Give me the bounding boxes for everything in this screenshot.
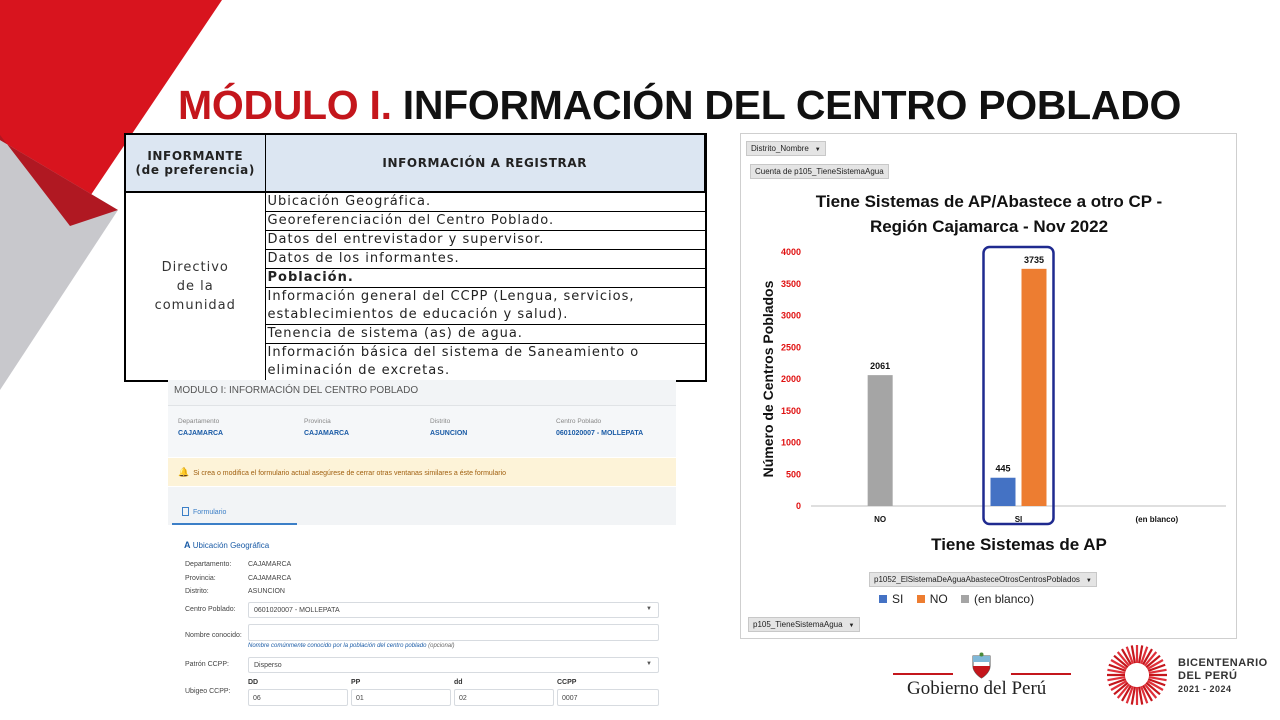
filter-tiene[interactable]: p105_TieneSistemaAgua ▼ xyxy=(748,617,860,632)
gobierno-logo xyxy=(893,652,1071,702)
dropdown-icon: ▼ xyxy=(1085,578,1092,584)
y-tick-label: 3000 xyxy=(780,310,801,321)
coat-of-arms-icon xyxy=(969,652,994,680)
header-informante: INFORMANTE (de preferencia) xyxy=(126,135,265,192)
x-tick-label: SI xyxy=(1014,515,1023,524)
chart-legend xyxy=(879,592,1044,606)
title-module: MÓDULO I. xyxy=(178,82,392,128)
x-tick-label: (en blanco) xyxy=(1135,515,1179,524)
value-provincia: CAJAMARCA xyxy=(248,575,292,582)
bar-chart xyxy=(741,134,1238,640)
bell-icon: 🔔 xyxy=(178,467,190,477)
section-title: A Ubicación Geográfica xyxy=(184,540,270,550)
ubigeo-pp-input[interactable]: 01 xyxy=(351,689,451,706)
ubigeo-pp-label: PP xyxy=(351,679,361,686)
document-icon xyxy=(182,507,189,516)
label-provincia: Provincia: xyxy=(185,575,216,582)
label-nombre-conocido: Nombre conocido: xyxy=(185,632,242,639)
centro-poblado-select[interactable]: 0601020007 - MOLLEPATA ▼ xyxy=(248,602,659,618)
dropdown-icon: ▼ xyxy=(814,147,821,153)
bicentenario-logo-icon xyxy=(1105,643,1169,707)
location-provincia: Provincia CAJAMARCA xyxy=(304,418,350,437)
dropdown-icon: ▼ xyxy=(848,623,855,629)
tab-bar xyxy=(168,487,676,525)
gobierno-text: Gobierno del Perú xyxy=(907,678,1047,699)
ubigeo-dist-input[interactable]: 02 xyxy=(454,689,554,706)
header-informacion: INFORMACIÓN A REGISTRAR xyxy=(265,135,705,192)
nombre-conocido-input[interactable] xyxy=(248,624,659,641)
location-bar xyxy=(168,406,676,457)
info-table xyxy=(124,133,707,382)
data-label: 445 xyxy=(995,463,1011,474)
ubigeo-ccpp-input[interactable]: 0007 xyxy=(557,689,659,706)
table-row: Georeferenciación del Centro Poblado. xyxy=(265,212,705,231)
page-title xyxy=(178,82,1181,129)
value-distrito: ASUNCION xyxy=(248,588,285,595)
x-tick-label: NO xyxy=(874,515,887,524)
ubigeo-ccpp-label: CCPP xyxy=(557,679,577,686)
chart-panel xyxy=(740,133,1237,639)
x-axis-label: Tiene Sistemas de AP xyxy=(931,535,1107,554)
warning-banner: 🔔 Si crea o modifica el formulario actual asegúrese de cerrar otras ventanas similares a éste formulario xyxy=(168,458,676,486)
y-tick-label: 500 xyxy=(785,469,801,480)
label-distrito: Distrito: xyxy=(185,588,209,595)
patron-select[interactable]: Disperso ▼ xyxy=(248,657,659,673)
filter-distrito[interactable]: Distrito_Nombre ▼ xyxy=(746,141,826,156)
table-row: Datos del entrevistador y supervisor. xyxy=(265,231,705,250)
table-row: Tenencia de sistema (as) de agua. xyxy=(265,325,705,344)
y-tick-label: 4000 xyxy=(780,247,801,257)
legend-item-blank: (en blanco) xyxy=(961,592,1034,606)
y-tick-label: 1500 xyxy=(780,405,801,416)
table-row: Ubicación Geográfica. xyxy=(265,192,705,212)
label-patron: Patrón CCPP: xyxy=(185,661,229,668)
form-screenshot xyxy=(168,380,676,715)
filter-abastece[interactable]: p1052_ElSistemaDeAguaAbasteceOtrosCentrosPoblados ▼ xyxy=(869,572,1097,587)
y-tick-label: 2500 xyxy=(780,342,801,353)
bar-no-enblanco xyxy=(868,375,893,506)
y-axis-label: Número de Centros Poblados xyxy=(760,280,776,478)
legend-item-no: NO xyxy=(917,592,948,606)
legend-item-si: SI xyxy=(879,592,903,606)
y-tick-label: 2000 xyxy=(780,374,801,384)
data-label: 2061 xyxy=(870,361,891,372)
location-distrito: Distrito ASUNCION xyxy=(430,418,468,437)
caret-down-icon: ▼ xyxy=(646,661,652,667)
y-tick-label: 1000 xyxy=(780,437,801,448)
bar-si-no xyxy=(1022,269,1047,506)
bicentenario-text: BICENTENARIO DEL PERÚ 2021 - 2024 xyxy=(1178,657,1268,694)
table-row: Información básica del sistema de Saneamiento o eliminación de excretas. xyxy=(267,345,640,378)
table-row: Datos de los informantes. xyxy=(265,250,705,269)
ubigeo-dist-label: dd xyxy=(454,679,463,686)
bar-si-si xyxy=(991,478,1016,506)
data-label: 3735 xyxy=(1023,254,1045,265)
label-ubigeo: Ubigeo CCPP: xyxy=(185,688,231,695)
chart-title: Tiene Sistemas de AP/Abastece a otro CP - xyxy=(815,192,1163,211)
title-info: INFORMACIÓN DEL CENTRO POBLADO xyxy=(402,82,1182,128)
chart-subtitle: Región Cajamarca - Nov 2022 xyxy=(869,217,1109,236)
ubigeo-dd-label: DD xyxy=(248,679,259,686)
caret-down-icon: ▼ xyxy=(646,606,652,612)
value-departamento: CAJAMARCA xyxy=(248,561,292,568)
form-header: MODULO I: INFORMACIÓN DEL CENTRO POBLADO xyxy=(168,380,676,406)
filter-cuenta[interactable]: Cuenta de p105_TieneSistemaAgua xyxy=(750,164,889,179)
table-row: Población. xyxy=(265,269,705,288)
tab-formulario[interactable]: Formulario xyxy=(172,487,297,525)
location-centro-poblado: Centro Poblado 0601020007 - MOLLEPATA xyxy=(556,418,644,437)
label-departamento: Departamento: xyxy=(185,561,232,568)
ubigeo-dd-input[interactable]: 06 xyxy=(248,689,348,706)
informant-cell: Directivo de la comunidad xyxy=(126,192,265,380)
table-row: Información general del CCPP (Lengua, servicios, establecimientos de educación y salud). xyxy=(265,288,705,325)
y-tick-label: 0 xyxy=(795,501,801,511)
label-centro-poblado: Centro Poblado: xyxy=(185,606,236,613)
y-tick-label: 3500 xyxy=(780,278,801,289)
location-departamento: Departamento CAJAMARCA xyxy=(178,418,224,437)
nombre-conocido-hint: Nombre comúnmente conocido por la población del centro poblado (opcional) xyxy=(248,643,455,649)
